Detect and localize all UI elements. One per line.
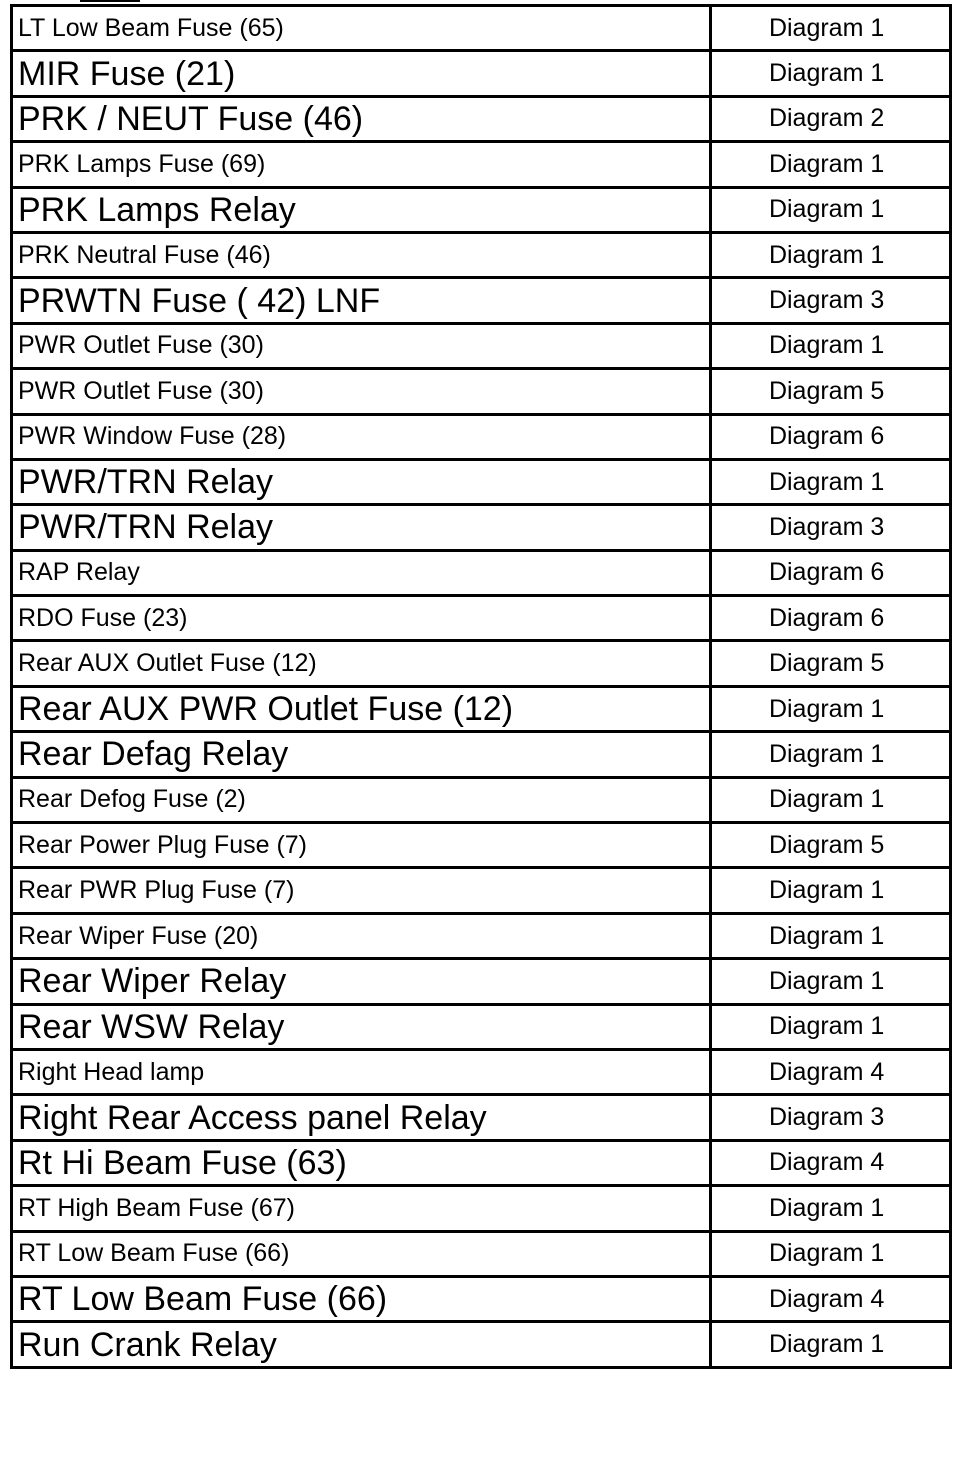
- component-name-cell: PWR/TRN Relay: [12, 505, 711, 550]
- component-name-cell: Right Head lamp: [12, 1049, 711, 1094]
- diagram-reference-cell: Diagram 1: [711, 232, 951, 277]
- diagram-reference-cell: Diagram 1: [711, 323, 951, 368]
- diagram-reference-cell: Diagram 1: [711, 1322, 951, 1367]
- component-name-cell: PWR Window Fuse (28): [12, 414, 711, 459]
- component-name-cell: PWR/TRN Relay: [12, 459, 711, 504]
- table-row: [12, 550, 951, 595]
- component-name-cell: PRK / NEUT Fuse (46): [12, 96, 711, 141]
- component-name-cell: PRK Lamps Fuse (69): [12, 142, 711, 187]
- diagram-reference-cell: Diagram 4: [711, 1276, 951, 1321]
- diagram-reference-cell: Diagram 5: [711, 369, 951, 414]
- table-row: [12, 868, 951, 913]
- component-name-cell: Rear WSW Relay: [12, 1004, 711, 1049]
- component-name-cell: PWR Outlet Fuse (30): [12, 369, 711, 414]
- component-name-cell: Rear Defag Relay: [12, 732, 711, 777]
- component-name-cell: Right Rear Access panel Relay: [12, 1095, 711, 1140]
- component-name-cell: RT Low Beam Fuse (66): [12, 1231, 711, 1276]
- component-name-cell: Rt Hi Beam Fuse (63): [12, 1140, 711, 1185]
- table-row: [12, 1004, 951, 1049]
- component-name-cell: Run Crank Relay: [12, 1322, 711, 1367]
- table-row: [12, 459, 951, 504]
- table-row: [12, 823, 951, 868]
- table-row: [12, 369, 951, 414]
- component-name-cell: Rear Wiper Fuse (20): [12, 913, 711, 958]
- diagram-reference-cell: Diagram 1: [711, 1004, 951, 1049]
- component-name-cell: PRK Neutral Fuse (46): [12, 232, 711, 277]
- diagram-reference-cell: Diagram 5: [711, 641, 951, 686]
- table-row: [12, 142, 951, 187]
- table-row: [12, 1322, 951, 1367]
- diagram-reference-cell: Diagram 1: [711, 142, 951, 187]
- table-row: [12, 505, 951, 550]
- diagram-reference-cell: Diagram 1: [711, 1231, 951, 1276]
- component-name-cell: Rear Wiper Relay: [12, 959, 711, 1004]
- table-row: [12, 959, 951, 1004]
- component-name-cell: Rear AUX PWR Outlet Fuse (12): [12, 686, 711, 731]
- component-name-cell: PRWTN Fuse ( 42) LNF: [12, 278, 711, 323]
- table-row: [12, 232, 951, 277]
- diagram-reference-cell: Diagram 1: [711, 686, 951, 731]
- diagram-reference-cell: Diagram 5: [711, 823, 951, 868]
- table-row: [12, 278, 951, 323]
- table-row: [12, 6, 951, 51]
- table-row: [12, 596, 951, 641]
- component-name-cell: PWR Outlet Fuse (30): [12, 323, 711, 368]
- diagram-reference-cell: Diagram 2: [711, 96, 951, 141]
- table-row: [12, 1095, 951, 1140]
- component-name-cell: RT Low Beam Fuse (66): [12, 1276, 711, 1321]
- component-name-cell: LT Low Beam Fuse (65): [12, 6, 711, 51]
- diagram-reference-cell: Diagram 6: [711, 596, 951, 641]
- diagram-reference-cell: Diagram 4: [711, 1049, 951, 1094]
- diagram-reference-cell: Diagram 1: [711, 959, 951, 1004]
- table-row: [12, 187, 951, 232]
- component-name-cell: RAP Relay: [12, 550, 711, 595]
- diagram-reference-cell: Diagram 1: [711, 913, 951, 958]
- component-name-cell: Rear AUX Outlet Fuse (12): [12, 641, 711, 686]
- fuse-table-body: [12, 6, 951, 1368]
- component-name-cell: Rear Power Plug Fuse (7): [12, 823, 711, 868]
- table-row: [12, 414, 951, 459]
- diagram-reference-cell: Diagram 3: [711, 1095, 951, 1140]
- diagram-reference-cell: Diagram 4: [711, 1140, 951, 1185]
- top-edge-mark: [80, 0, 140, 2]
- diagram-reference-cell: Diagram 1: [711, 732, 951, 777]
- table-row: [12, 686, 951, 731]
- table-row: [12, 913, 951, 958]
- diagram-reference-cell: Diagram 3: [711, 505, 951, 550]
- table-row: [12, 1231, 951, 1276]
- component-name-cell: PRK Lamps Relay: [12, 187, 711, 232]
- diagram-reference-cell: Diagram 1: [711, 51, 951, 96]
- table-row: [12, 1049, 951, 1094]
- diagram-reference-cell: Diagram 6: [711, 414, 951, 459]
- component-name-cell: Rear PWR Plug Fuse (7): [12, 868, 711, 913]
- diagram-reference-cell: Diagram 1: [711, 6, 951, 51]
- component-name-cell: RT High Beam Fuse (67): [12, 1186, 711, 1231]
- component-name-cell: Rear Defog Fuse (2): [12, 777, 711, 822]
- diagram-reference-cell: Diagram 1: [711, 459, 951, 504]
- table-row: [12, 96, 951, 141]
- table-row: [12, 777, 951, 822]
- fuse-relay-index-table: [10, 4, 952, 1369]
- diagram-reference-cell: Diagram 1: [711, 868, 951, 913]
- table-row: [12, 641, 951, 686]
- table-row: [12, 1186, 951, 1231]
- table-row: [12, 732, 951, 777]
- diagram-reference-cell: Diagram 1: [711, 1186, 951, 1231]
- diagram-reference-cell: Diagram 3: [711, 278, 951, 323]
- table-row: [12, 1140, 951, 1185]
- table-row: [12, 323, 951, 368]
- component-name-cell: MIR Fuse (21): [12, 51, 711, 96]
- table-row: [12, 51, 951, 96]
- diagram-reference-cell: Diagram 1: [711, 187, 951, 232]
- diagram-reference-cell: Diagram 6: [711, 550, 951, 595]
- table-row: [12, 1276, 951, 1321]
- diagram-reference-cell: Diagram 1: [711, 777, 951, 822]
- component-name-cell: RDO Fuse (23): [12, 596, 711, 641]
